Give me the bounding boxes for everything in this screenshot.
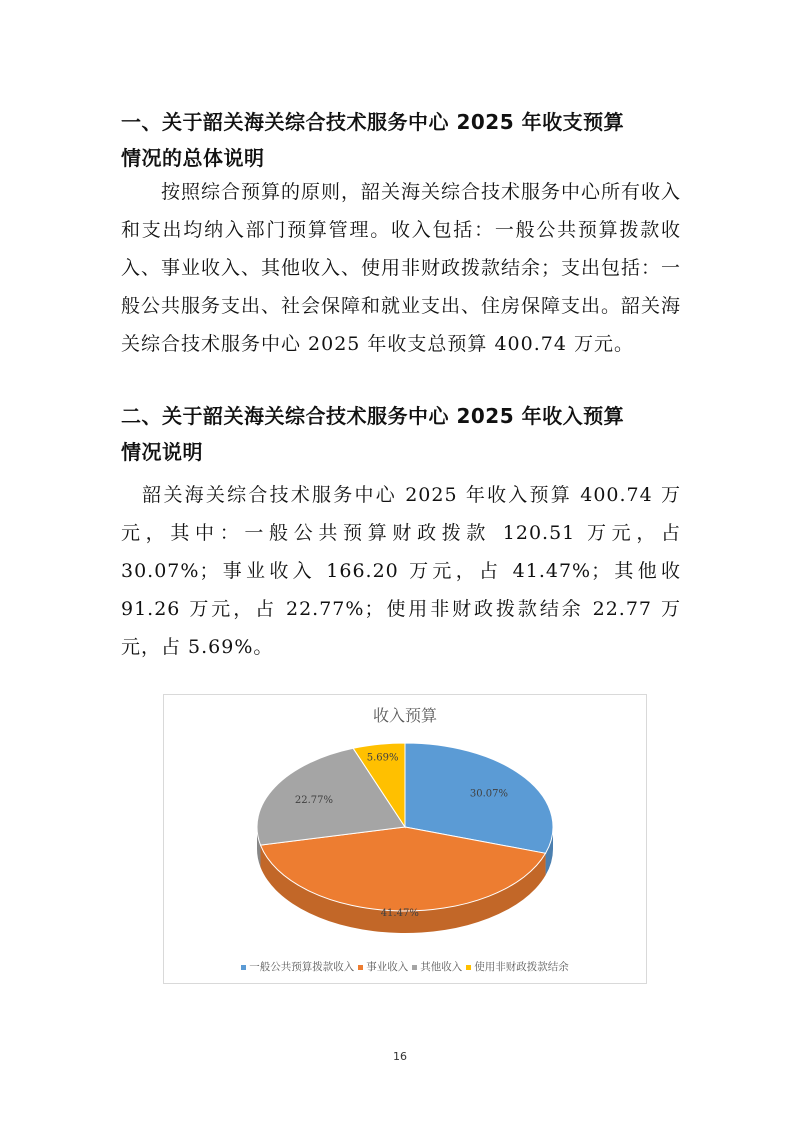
section-2-heading-line-1: 二、关于韶关海关综合技术服务中心 2025 年收入预算: [121, 404, 625, 428]
income-budget-chart: [163, 694, 647, 984]
legend-item-一般公共预算拨款收入: [241, 959, 354, 974]
section-2-heading: [121, 398, 681, 470]
pie-chart-svg: [164, 695, 646, 955]
chart-title: 收入预算: [372, 706, 437, 725]
data-label-事业收入: 41.47%: [380, 907, 419, 919]
data-label-使用非财政拨款结余: 5.69%: [366, 752, 399, 764]
section-1-paragraph: 按照综合预算的原则，韶关海关综合技术服务中心所有收入和支出均纳入部门预算管理。收入包括：一般公共预算拨款收入、事业收入、其他收入、使用非财政拨款结余；支出包括：一般公共服务支出、社会保障和就业支出、住房保障支出。韶关海关综合技术服务中心 2025 年收支总预算 400.74 万元。: [121, 181, 682, 355]
data-label-一般公共预算拨款收入: 30.07%: [469, 788, 509, 800]
data-label-其他收入: 22.77%: [294, 794, 334, 806]
legend-label: 事业收入: [366, 961, 409, 973]
section-1-heading-line-2: 情况的总体说明: [121, 146, 265, 170]
legend-label: 使用非财政拨款结余: [474, 961, 569, 973]
legend-item-使用非财政拨款结余: [466, 959, 569, 974]
legend-item-其他收入: [412, 959, 462, 974]
legend-item-事业收入: [358, 959, 408, 974]
legend-swatch: [466, 965, 471, 970]
chart-legend: [164, 959, 646, 974]
section-1-heading-line-1: 一、关于韶关海关综合技术服务中心 2025 年收支预算: [121, 110, 625, 134]
section-2-heading-line-2: 情况说明: [121, 440, 203, 464]
section-2-paragraph: 韶关海关综合技术服务中心 2025 年收入预算 400.74 万元，其中：一般公共预算财政拨款 120.51 万元，占 30.07%；事业收入 166.20 万元，占 41.47%；其他收 91.26 万元，占 22.77%；使用非财政拨款结余 22.77 万元，占 5.69%。: [121, 484, 681, 658]
legend-swatch: [241, 965, 246, 970]
legend-label: 一般公共预算拨款收入: [249, 961, 355, 973]
page-number: 16: [393, 1050, 407, 1063]
legend-swatch: [412, 965, 417, 970]
section-1-heading: [121, 104, 681, 176]
legend-label: 其他收入: [420, 961, 463, 973]
legend-swatch: [358, 965, 363, 970]
